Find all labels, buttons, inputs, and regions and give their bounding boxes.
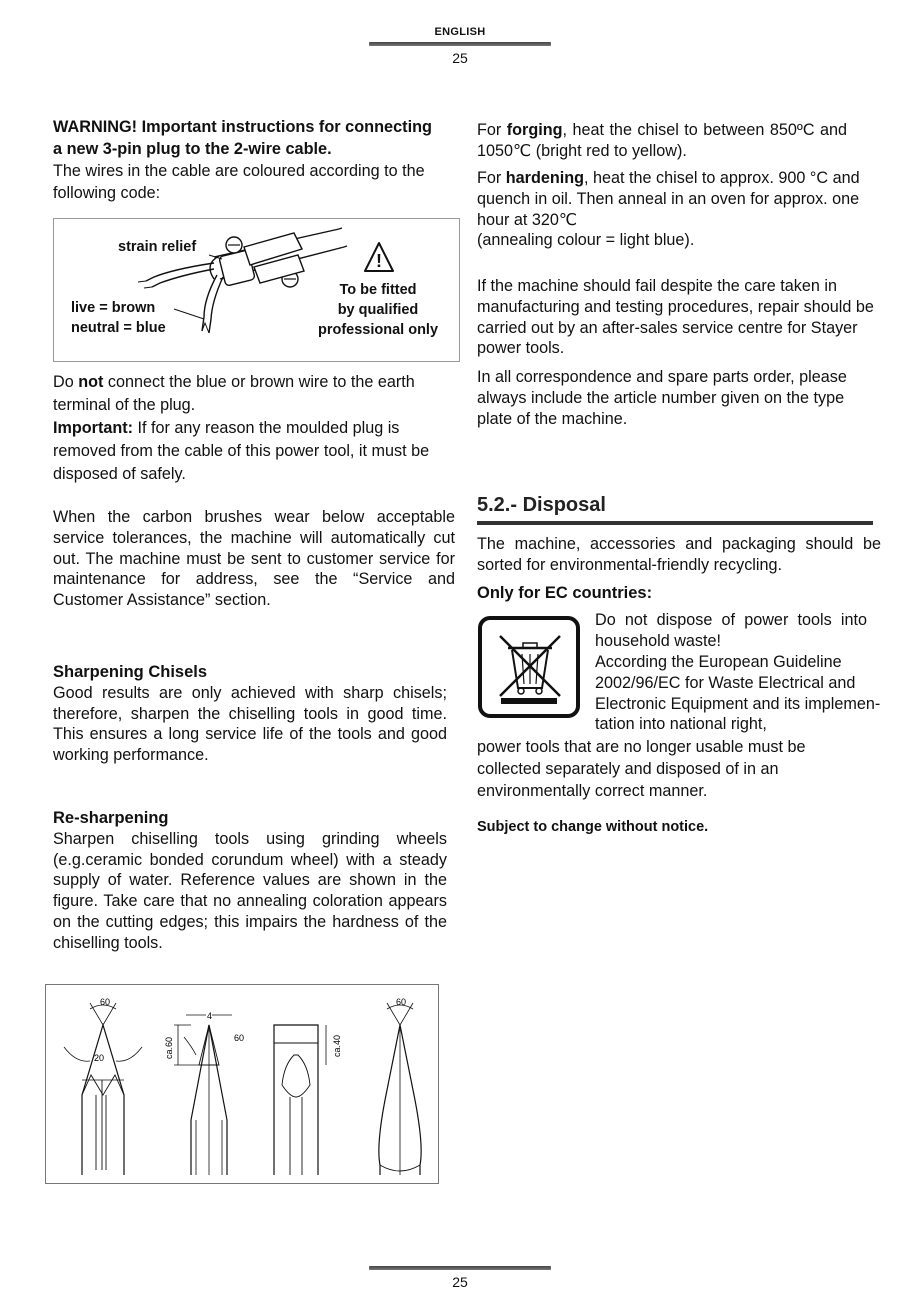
- repair-paragraph: If the machine should fail despite the care taken in manufacturing and testing procedures, repair should be carried out by an after-sales service centre for Stayer power tools.: [477, 277, 874, 358]
- chisel-gouge: [274, 1025, 326, 1175]
- disposal-text: The machine, accessories and packaging should be sorted for environmental-friendly recycling.: [477, 535, 881, 574]
- label-fitted-line3: professional only: [317, 322, 439, 338]
- label-live: live = brown: [71, 300, 156, 316]
- hardening-pre: For: [477, 169, 506, 187]
- ec-title: Only for EC countries:: [477, 584, 653, 602]
- do-not-paragraph: [53, 371, 463, 417]
- important-label: Important:: [53, 419, 134, 437]
- forging-paragraph: [477, 120, 887, 162]
- chisel3-height: ca.40: [332, 1034, 342, 1057]
- forging-pre: For: [477, 121, 507, 139]
- header-language: ENGLISH: [434, 26, 486, 38]
- chisel-drawings: [46, 985, 440, 1185]
- plug-notes: [53, 371, 463, 486]
- resharpening-section: [53, 808, 455, 954]
- resharpening-title: Re-sharpening: [53, 809, 169, 827]
- sharpening-title: Sharpening Chisels: [53, 663, 208, 681]
- important-paragraph: [53, 417, 463, 486]
- hardening-bold: hardening: [505, 169, 585, 187]
- sharpening-text: Good results are only achieved with sharp chisels; therefore, sharpen the chiselling tools in good time. This ensures a long service life of the tools and good working performance.: [53, 683, 447, 765]
- warning-title: WARNING! Important instructions for connecting a new 3-pin plug to the 2-wire cable.: [53, 118, 432, 158]
- disposal-title: 5.2.- Disposal: [477, 494, 606, 516]
- footer-page-number: 25: [452, 1274, 468, 1290]
- chisel1-inner-angle: 20: [94, 1053, 105, 1063]
- chisel-broad: [379, 1003, 421, 1175]
- forging-post: , heat the chisel to between 850ºC and 1050℃ (bright red to yellow).: [477, 121, 847, 160]
- chisel2-width: 4: [207, 1011, 213, 1021]
- do-not-bold: not: [78, 373, 104, 391]
- header-page-number: 25: [452, 50, 468, 66]
- ec-line1: [595, 610, 867, 652]
- ec-line1-text: Do not dispose of power tools into household waste!: [595, 611, 867, 650]
- chisel-figure: [45, 984, 439, 1184]
- svg-text:!: !: [376, 251, 382, 271]
- carbon-brushes-paragraph: When the carbon brushes wear below acceptable service tolerances, the machine will automatically cut out. The machine must be sent to customer service for maintenance for address, see the “Service and Customer Assistance” section.: [53, 508, 455, 610]
- correspondence-paragraph: In all correspondence and spare parts order, please always include the article number given on the type plate of the machine.: [477, 368, 847, 428]
- ec-line2: [595, 652, 885, 735]
- hardening-post: , heat the chisel to approx. 900 °C and quench in oil. Then anneal in an oven for approx. one hour at 320℃: [477, 169, 860, 229]
- chisel-narrow: [174, 1015, 232, 1175]
- warning-block: [53, 116, 438, 204]
- ec-line2-text: According the European Guideline 2002/96/EC for Waste Electrical and Electronic Equipment and its implemen-tation into national right,: [595, 653, 881, 734]
- disposal-rule: [477, 521, 873, 525]
- do-not-pre: Do: [53, 373, 79, 391]
- plug-figure: [53, 218, 460, 362]
- header-rule: [369, 42, 551, 46]
- annealing-colour: (annealing colour = light blue).: [477, 231, 695, 250]
- forging-bold: forging: [506, 121, 563, 139]
- footer-rule: [369, 1266, 551, 1270]
- label-fitted: [302, 280, 454, 340]
- label-fitted-line2: by qualified: [337, 302, 419, 318]
- chisel1-angle: 60: [100, 997, 111, 1007]
- chisel4-angle: 60: [396, 997, 407, 1007]
- label-neutral: neutral = blue: [71, 320, 166, 336]
- weee-bin-icon: [478, 616, 580, 718]
- wires-intro: The wires in the cable are coloured according to the following code:: [53, 162, 425, 202]
- important-text: If for any reason the moulded plug is removed from the cable of this power tool, it must be disposed of safely.: [53, 419, 430, 483]
- label-strain-relief: strain relief: [118, 239, 197, 255]
- do-not-post: connect the blue or brown wire to the earth terminal of the plug.: [53, 373, 415, 414]
- chisel2-angle: 60: [234, 1033, 245, 1043]
- chisel-point: [64, 1003, 142, 1175]
- ec-line3: power tools that are no longer usable must be collected separately and disposed of in an environmentally correct manner.: [477, 738, 806, 800]
- chisel2-height: ca.60: [164, 1036, 174, 1059]
- sharpening-section: [53, 662, 455, 766]
- subject-to-change: Subject to change without notice.: [477, 819, 709, 835]
- hardening-paragraph: [477, 168, 881, 251]
- resharpening-text: Sharpen chiselling tools using grinding wheels (e.g.ceramic bonded corundum wheel) with a steady supply of water. Reference values are shown in the figure. Take care that no annealing coloration appears on the cutting edges; this impairs the hardness of the chiselling tools.: [53, 829, 447, 952]
- label-fitted-line1: To be fitted: [339, 282, 417, 298]
